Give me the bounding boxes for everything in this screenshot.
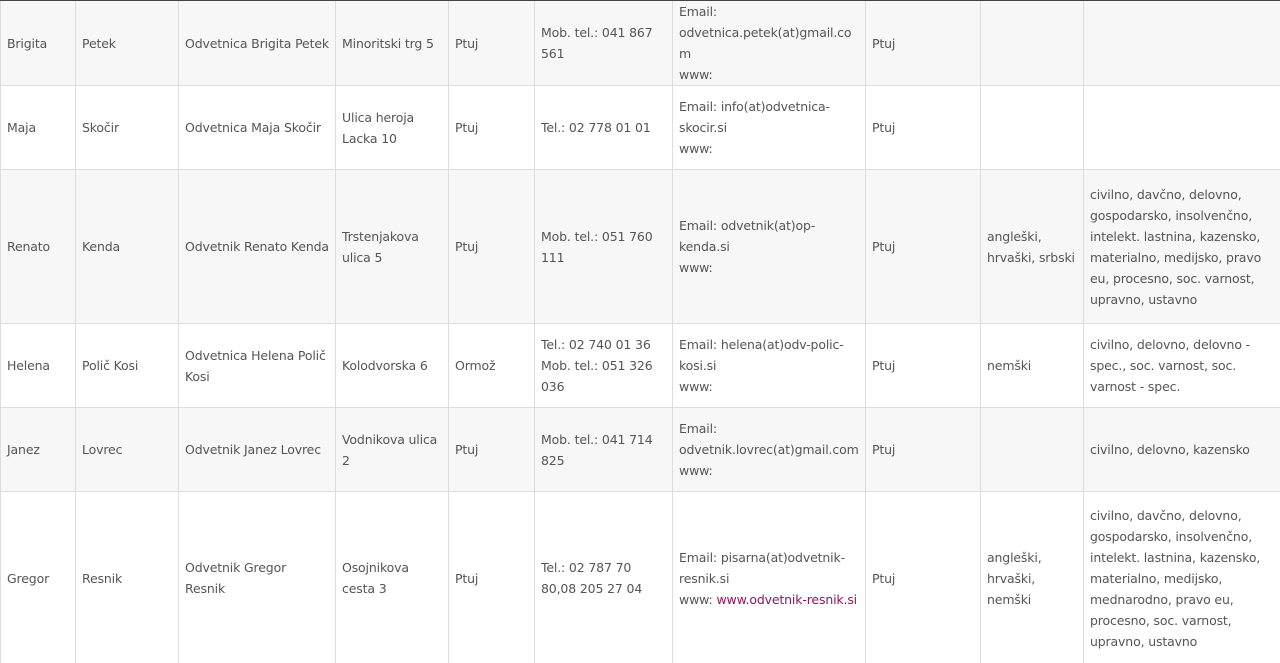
cell-areas: civilno, delovno, delovno - spec., soc. varnost, soc. varnost - spec. — [1084, 324, 1280, 408]
www-label: www: — [679, 463, 713, 478]
table-row — [1, 86, 1280, 170]
cell-contact — [673, 86, 866, 170]
email-line: odvetnica.petek(at)gmail.com — [679, 25, 852, 61]
cell-last-name: Polič Kosi — [76, 324, 179, 408]
phone-line: Tel.: 02 787 70 80,08 205 27 04 — [541, 560, 643, 596]
cell-first-name: Gregor — [1, 492, 76, 663]
cell-last-name: Lovrec — [76, 408, 179, 492]
cell-address: Osojnikova cesta 3 — [336, 492, 449, 663]
www-label: www: — [679, 591, 713, 607]
cell-first-name: Maja — [1, 86, 76, 170]
cell-languages — [981, 408, 1084, 492]
cell-languages — [981, 1, 1084, 86]
cell-city: Ptuj — [449, 492, 535, 663]
email-line: Email: pisarna(at)odvetnik-resnik.si — [679, 549, 845, 586]
cell-court: Ptuj — [866, 324, 981, 408]
cell-office: Odvetnica Brigita Petek — [179, 1, 336, 86]
table-row — [1, 492, 1280, 663]
cell-phone — [535, 86, 673, 170]
phone-line: Tel.: 02 740 01 36 — [541, 337, 651, 352]
website-link[interactable]: www.odvetnik-resnik.si — [716, 591, 858, 607]
cell-areas: civilno, davčno, delovno, gospodarsko, insolvenčno, intelekt. lastnina, kazensko, materialno, medijsko, pravo eu, procesno, soc. varnost, upravno, ustavno — [1084, 170, 1280, 324]
table-row — [1, 324, 1280, 408]
cell-city: Ptuj — [449, 86, 535, 170]
cell-contact — [673, 408, 866, 492]
cell-phone — [535, 408, 673, 492]
www-line — [679, 64, 859, 85]
cell-office: Odvetnik Renato Kenda — [179, 170, 336, 324]
cell-court: Ptuj — [866, 170, 981, 324]
cell-city: Ptuj — [449, 408, 535, 492]
cell-areas — [1084, 86, 1280, 170]
www-line — [679, 460, 859, 481]
cell-last-name: Skočir — [76, 86, 179, 170]
cell-court: Ptuj — [866, 492, 981, 663]
www-line — [679, 138, 859, 159]
www-line — [679, 257, 859, 278]
cell-first-name: Renato — [1, 170, 76, 324]
cell-address: Minoritski trg 5 — [336, 1, 449, 86]
cell-first-name: Janez — [1, 408, 76, 492]
cell-contact — [673, 170, 866, 324]
cell-address: Kolodvorska 6 — [336, 324, 449, 408]
email-line: Email: info(at)odvetnica-skocir.si — [679, 99, 830, 135]
cell-court: Ptuj — [866, 408, 981, 492]
cell-city: Ormož — [449, 324, 535, 408]
www-line — [679, 589, 859, 610]
cell-last-name: Resnik — [76, 492, 179, 663]
www-label: www: — [679, 379, 713, 394]
cell-address: Trstenjakova ulica 5 — [336, 170, 449, 324]
cell-office: Odvetnik Gregor Resnik — [179, 492, 336, 663]
cell-languages: angleški, hrvaški, srbski — [981, 170, 1084, 324]
email-line: odvetnik.lovrec(at)gmail.com — [679, 442, 859, 457]
cell-last-name: Kenda — [76, 170, 179, 324]
cell-city: Ptuj — [449, 1, 535, 86]
cell-address: Ulica heroja Lacka 10 — [336, 86, 449, 170]
cell-languages: angleški, hrvaški, nemški — [981, 492, 1084, 663]
phone-line: Mob. tel.: 051 326 036 — [541, 358, 653, 394]
table-row — [1, 408, 1280, 492]
cell-first-name: Helena — [1, 324, 76, 408]
cell-last-name: Petek — [76, 1, 179, 86]
phone-line: Tel.: 02 778 01 01 — [541, 120, 651, 135]
phone-line: Mob. tel.: 041 714 825 — [541, 431, 653, 468]
www-line — [679, 376, 859, 397]
table-row — [1, 170, 1280, 324]
table-row — [1, 1, 1280, 86]
cell-areas — [1084, 1, 1280, 86]
cell-contact — [673, 1, 866, 86]
www-label: www: — [679, 141, 713, 156]
cell-areas: civilno, delovno, kazensko — [1084, 408, 1280, 492]
phone-line: Mob. tel.: 041 867 561 — [541, 25, 653, 61]
cell-languages — [981, 86, 1084, 170]
cell-contact — [673, 324, 866, 408]
email-line: Email: — [679, 421, 717, 436]
www-label: www: — [679, 67, 713, 82]
cell-areas: civilno, davčno, delovno, gospodarsko, insolvenčno, intelekt. lastnina, kazensko, materialno, medijsko, mednarodno, pravo eu, procesno, soc. varnost, upravno, ustavno — [1084, 492, 1280, 663]
www-label: www: — [679, 260, 713, 275]
cell-contact — [673, 492, 866, 663]
email-line: Email: helena(at)odv-polic-kosi.si — [679, 337, 844, 373]
cell-court: Ptuj — [866, 1, 981, 86]
cell-address: Vodnikova ulica 2 — [336, 408, 449, 492]
cell-office: Odvetnica Maja Skočir — [179, 86, 336, 170]
cell-phone — [535, 170, 673, 324]
cell-phone — [535, 1, 673, 86]
cell-first-name: Brigita — [1, 1, 76, 86]
cell-phone — [535, 324, 673, 408]
email-line: Email: odvetnik(at)op-kenda.si — [679, 218, 816, 254]
cell-office: Odvetnik Janez Lovrec — [179, 408, 336, 492]
cell-phone — [535, 492, 673, 663]
cell-office: Odvetnica Helena Polič Kosi — [179, 324, 336, 408]
cell-languages: nemški — [981, 324, 1084, 408]
email-line: Email: — [679, 4, 717, 19]
phone-line: Mob. tel.: 051 760 111 — [541, 228, 653, 265]
cell-court: Ptuj — [866, 86, 981, 170]
cell-city: Ptuj — [449, 170, 535, 324]
